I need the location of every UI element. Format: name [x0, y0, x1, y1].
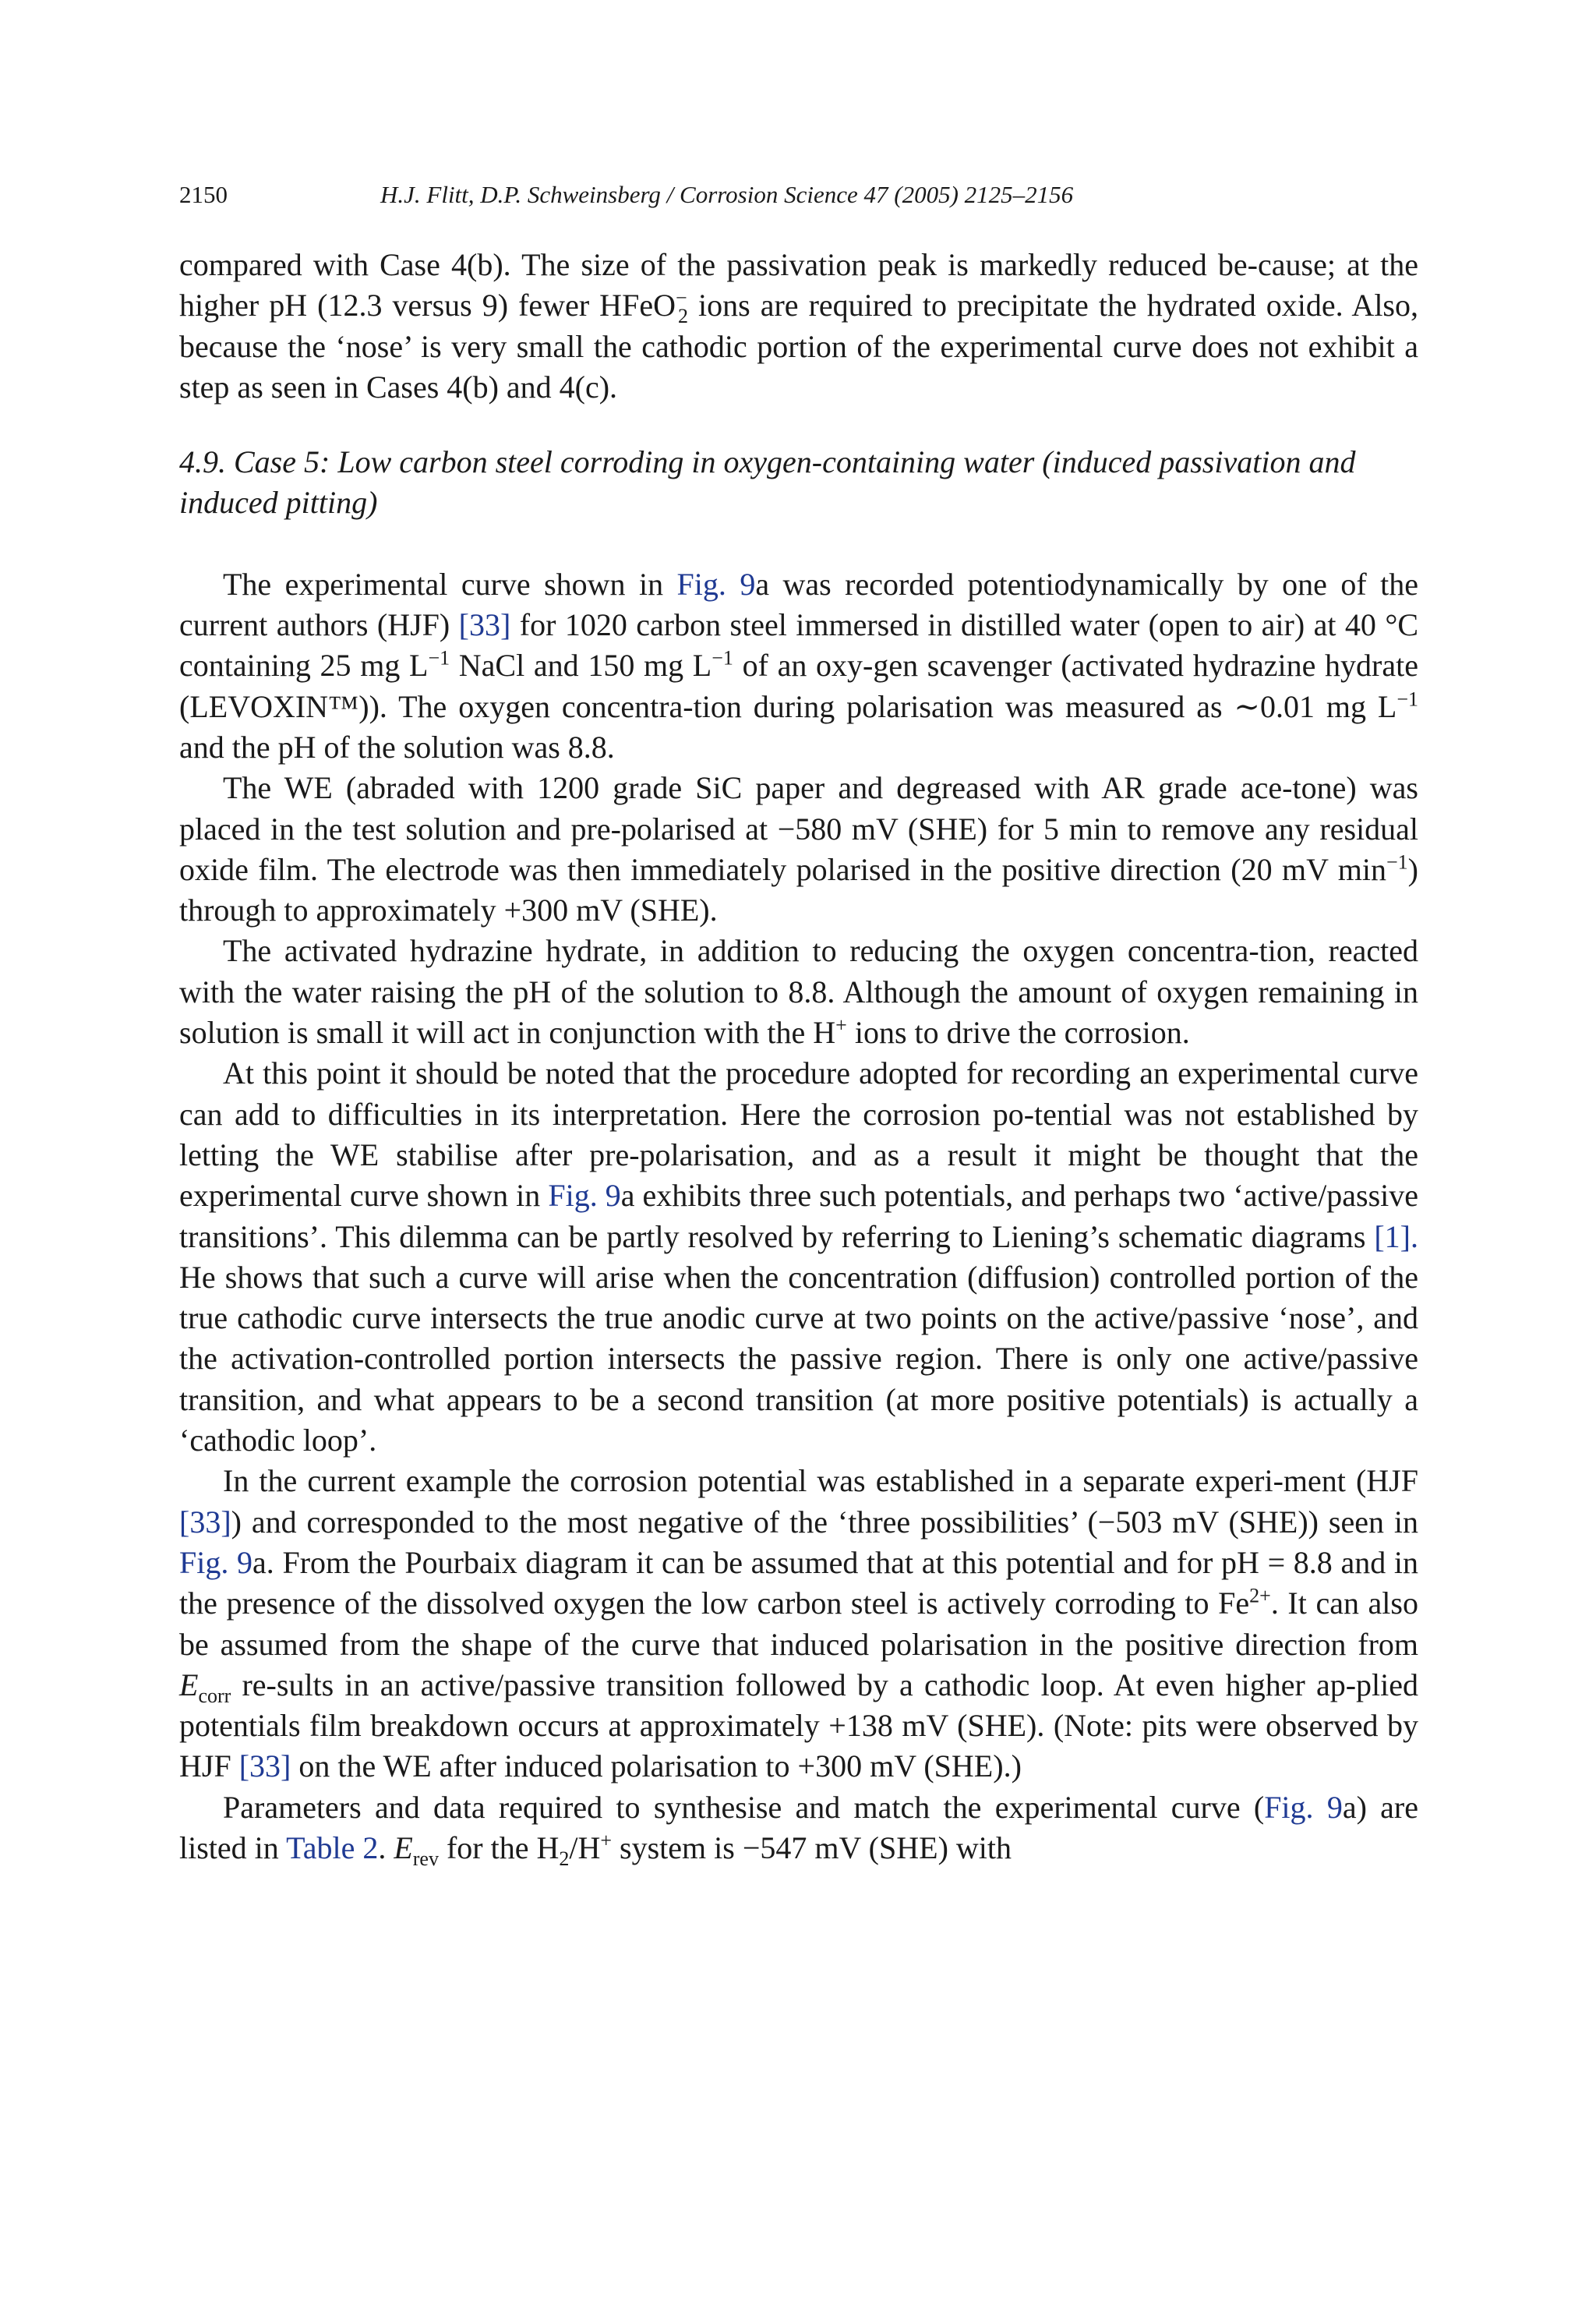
paragraph-procedure: At this point it should be noted that the procedure adopted for recording an experimental curve can add to difficulties in its interpretation. Here the corrosion po-tential was not established by letting the WE stabilise after pre-polarisation, and as a result it might be thought that the experimental curve shown in Fig. 9a exhibits three such potentials, and perhaps two ‘active/passive transitions’. This dilemma can be partly resolved by referring to Liening’s schematic diagrams [1]. He shows that such a curve will arise when the concentration (diffusion) controlled portion of the true cathodic curve intersects the true anodic curve at two points on the active/passive ‘nose’, and the activation-controlled portion intersects the passive region. There is only one active/passive transition, and what appears to be a second transition (at more positive potentials) is actually a ‘cathodic loop’.	[179, 1055, 1419, 1458]
paragraph-experimental-curve: The experimental curve shown in Fig. 9a was recorded potentiodynamically by one of the current authors (HJF) [33] for 1020 carbon steel immersed in distilled water (open to air) at 40 °C containing 25 mg $L^{-1}$ NaCl and 150 mg $L^{-1}$ of an oxy-gen scavenger (activated hydrazine hydrate (LEVOXIN™)). The oxygen concentra-tion during polarisation was measured as ∼0.01 mg $L^{-1}$ and the pH of the solution was 8.8.	[179, 566, 1419, 765]
paragraph-hydrazine: The activated hydrazine hydrate, in addition to reducing the oxygen concentra-tion, reacted with the water raising the pH of the solution to 8.8. Although the amount of oxygen remaining in solution is small it will act in conjunction with the H+ ions to drive the corrosion.	[179, 933, 1418, 1051]
fig-9-link[interactable]: Fig. 9	[179, 1544, 253, 1580]
fig-9-link[interactable]: Fig. 9	[676, 566, 756, 602]
running-header	[179, 179, 1418, 210]
table-2-link[interactable]: Table 2	[286, 1829, 379, 1865]
paragraph-corrosion-potential: In the current example the corrosion potential was established in a separate experi-ment (HJF [33]) and corresponded to the most negative of the ‘three possibilities’ (−503 mV (SHE)) seen in Fig. 9a. From the Pourbaix diagram it can be assumed that at this potential and for pH = 8.8 and in the presence of the dissolved oxygen the low carbon steel is actively corroding to $Fe^{2+}$. It can also be assumed from the shape of the curve that induced polarisation in the positive direction from $E_{corr}$ re-sults in an active/passive transition followed by a cathodic loop. At even higher ap-plied potentials film breakdown occurs at approximately +138 mV (SHE). (Note: pits were observed by HJF [33] on the WE after induced polarisation to +300 mV (SHE).)	[179, 1463, 1419, 1784]
paragraph-parameters: Parameters and data required to synthesise and match the experimental curve (Fig. 9a) are listed in Table 2. $E_{rev}$ for the $H_2/H^+$ system is −547 mV (SHE) with	[179, 1789, 1419, 1870]
ref-33-link[interactable]: [33]	[179, 1504, 231, 1540]
fig-9-link[interactable]: Fig. 9	[1264, 1789, 1343, 1825]
section-heading: 4.9. Case 5: Low carbon steel corroding in oxygen-containing water (induced passivation and induced pitting)	[179, 444, 1356, 521]
article-page	[179, 179, 1418, 1868]
paragraph-continued: compared with Case 4(b). The size of the passivation peak is markedly reduced be-cause; at the higher pH (12.3 versus 9) fewer HFeO−$_2$ ions are required to precipitate the hydrated oxide. Also, because the ‘nose’ is very small the cathodic portion of the experimental curve does not exhibit a step as seen in Cases 4(b) and 4(c).	[179, 247, 1418, 405]
paragraph-electrode-prep: The WE (abraded with 1200 grade SiC paper and degreased with AR grade ace-tone) was placed in the test solution and pre-polarised at −580 mV (SHE) for 5 min to remove any residual oxide film. The electrode was then immediately polarised in the positive direction (20 mV $\min^{-1}$) through to approximately +300 mV (SHE).	[179, 770, 1418, 928]
ref-1-link[interactable]: [1].	[1374, 1218, 1418, 1254]
running-title: H.J. Flitt, D.P. Schweinsberg / Corrosion Science 47 (2005) 2125–2156	[380, 181, 1074, 208]
ref-33-link[interactable]: [33]	[458, 607, 511, 643]
ref-33-link[interactable]: [33]	[238, 1748, 291, 1784]
fig-9-link[interactable]: Fig. 9	[548, 1178, 621, 1214]
page-number: 2150	[179, 181, 228, 208]
